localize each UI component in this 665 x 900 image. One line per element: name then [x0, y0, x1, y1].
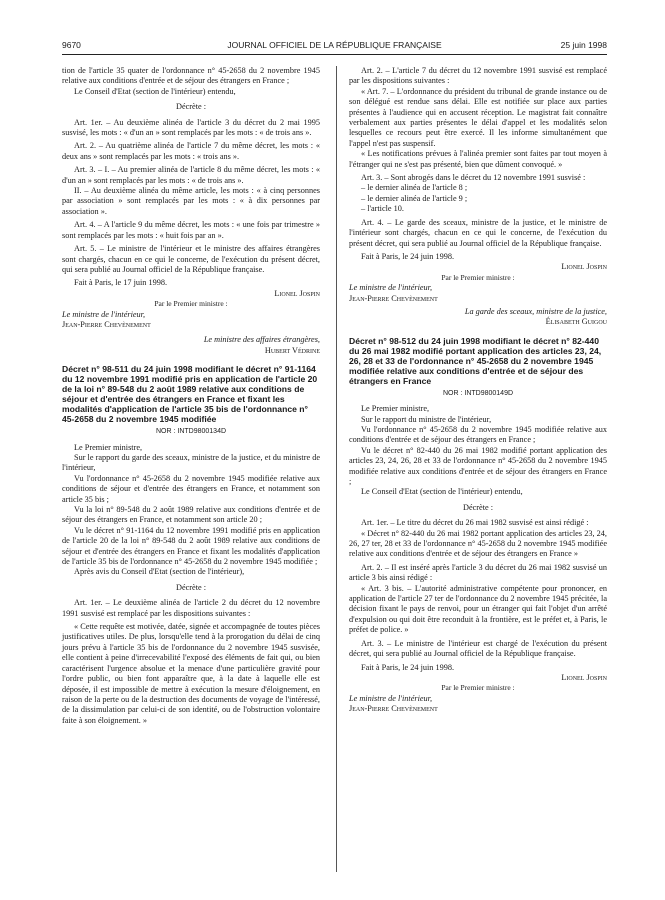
vu-ordonnance: Vu l'ordonnance n° 45-2658 du 2 novembre 1945 modifiée relative aux conditions de séjour et d'entrée des étrangers en France, et notamment son article 35 bis ; — [62, 473, 320, 504]
r-minister-interior-name-2: Jean-Pierre Chevènement — [349, 704, 438, 714]
minister-interior-title: Le ministre de l'intérieur, — [62, 309, 146, 319]
r-decret-3-article-1: Art. 1er. – Le titre du décret du 26 mai 1982 susvisé est ainsi rédigé : — [361, 518, 589, 528]
article-3-ii: II. – Au deuxième alinéa du même article, les mots : « à cinq personnes par association » sont remplacés par les mots : « à dix personnes par association ». — [62, 186, 320, 216]
r-fait-a-paris-2: Fait à Paris, le 24 juin 1998. — [361, 662, 455, 672]
r-minister-interior-title-2: Le ministre de l'intérieur, — [349, 693, 433, 703]
r-art7-para2: « Les notifications prévues à l'alinéa premier sont faites par tout moyen à l'étranger qui ne s'est pas présenté, bien que dûment convoqué. » — [349, 149, 607, 169]
r-garde-sceaux-name: Élisabeth Guigou — [545, 317, 607, 327]
r-minister-interior-title: Le ministre de l'intérieur, — [349, 283, 433, 293]
r-conseil-entendu: Le Conseil d'Etat (section de l'intérieur) entendu, — [361, 487, 523, 497]
r-list-item-1: – le dernier alinéa de l'article 8 ; — [361, 183, 468, 193]
r-vu-ordonnance: Vu l'ordonnance n° 45-2658 du 2 novembre 1945 modifiée relative aux conditions d'entrée et de séjour des étrangers en France ; — [349, 424, 607, 445]
premier-ministre: Le Premier ministre, — [74, 442, 143, 452]
r-signature-pm-2: Lionel Jospin — [561, 672, 607, 682]
vu-loi: Vu la loi n° 89-548 du 2 août 1989 relative aux conditions d'entrée et de séjour des étrangers en France, et notamment son article 20 ; — [62, 505, 320, 525]
article-3-i: Art. 3. – I. – Au premier alinéa de l'article 8 du même décret, les mots : « d'un an » sont remplacés par les mots : « de trois ans ». — [62, 165, 320, 185]
vu-decret: Vu le décret n° 91-1164 du 12 novembre 1991 modifié pris en application de l'article 20 de la loi n° 89-548 du 2 août 1989 relative aux conditions de séjour et d'entrée des étrangers en France et fixant les modalités d'application de l'article 35 bis de l'ordonnance n° 45-2658 du 2 novembre 1945 modifiée ; — [62, 525, 320, 567]
page-header — [62, 40, 607, 54]
minister-ae-title: Le ministre des affaires étrangères, — [203, 335, 320, 345]
article-4: Art. 4. – A l'article 9 du même décret, les mots : « une fois par trimestre » sont remplacés par les mots : « huit fois par an ». — [62, 220, 320, 240]
article-2: Art. 2. – Au quatrième alinéa de l'article 7 du même décret, les mots : « deux ans » sont remplacés par les mots : « trois ans ». — [62, 141, 320, 161]
r-list-item-2: – le dernier alinéa de l'article 9 ; — [361, 193, 468, 203]
fait-a-paris: Fait à Paris, le 17 juin 1998. — [74, 278, 168, 288]
r-decret-3-title-quote: « Décret n° 82-440 du 26 mai 1982 portant application des articles 23, 24, 26, 27 ter, 28 et 33 de l'ordonnance n° 45-2658 du 2 novembre 1945 modifiée relative aux conditions d'entrée et de séjour des étrangers en France » — [349, 528, 607, 559]
decret-98-512-title: Décret n° 98-512 du 24 juin 1998 modifiant le décret n° 82-440 du 26 mai 1982 modifié portant application des articles 23, 24, 26, 28 et 33 de l'ordonnance n° 45-2658 du 2 novembre 1945 modifiée relative aux conditions d'entrée et de séjour des étrangers en France — [349, 335, 602, 386]
r-premier-ministre: Le Premier ministre, — [361, 404, 430, 414]
decret-2-quote: « Cette requête est motivée, datée, signée et accompagnée de toutes pièces justificatives utiles. De plus, lorsqu'elle tend à la prorogation du délai de cinq jours prévu à l'article 35 bis de l'ordonnance du 2 novembre 1945 susvisée, elle contient à peine d'irrecevabilité l'exposé des éléments de fait qui, ou bien caractérisent l'urgence absolue et la menace d'une particulière gravité pour l'ordre public, ou bien font apparaître que, à la date à laquelle elle est déposée, il est impossible de mettre à exécution la mesure d'éloignement, en raison de la perte ou de la destruction des documents de voyage de l'intéressé, de la dissimulation par celui-ci de son identité, ou de l'obstruction volontaire faite à son éloignement. » — [62, 622, 320, 725]
r-garde-sceaux-title: La garde des sceaux, ministre de la justice, — [464, 306, 607, 316]
decret-2-article-1: Art. 1er. – Le deuxième alinéa de l'article 2 du décret du 12 novembre 1991 susvisé est remplacé par les dispositions suivantes : — [62, 598, 320, 618]
decret-98-511-nor: NOR : INTD9800134D — [155, 428, 227, 436]
r-list-item-3: – l'article 10. — [361, 204, 404, 214]
r-fait-a-paris: Fait à Paris, le 24 juin 1998. — [361, 251, 455, 261]
sur-rapport: Sur le rapport du garde des sceaux, ministre de la justice, et du ministre de l'intérieur, — [62, 452, 320, 473]
journal-title: JOURNAL OFFICIEL DE LA RÉPUBLIQUE FRANÇAISE — [227, 40, 442, 50]
r-article-4: Art. 4. – Le garde des sceaux, ministre de la justice, et le ministre de l'intérieur sont chargés, chacun en ce qui le concerne, de l'exécution du présent décret, qui sera publié au Journal officiel de la République française. — [349, 217, 607, 248]
r-sur-rapport: Sur le rapport du ministre de l'intérieur, — [361, 414, 492, 424]
signature-pm: Lionel Jospin — [274, 288, 320, 298]
column-divider — [336, 66, 337, 872]
r-par-premier-ministre-2: Par le Premier ministre : — [441, 683, 515, 693]
r-minister-interior-name: Jean-Pierre Chevènement — [349, 293, 438, 303]
header-rule — [62, 54, 607, 55]
r-par-premier-ministre: Par le Premier ministre : — [441, 272, 515, 282]
r-article-3-bis: « Art. 3 bis. – L'autorité administrative compétente pour prononcer, en application de l'article 27 ter de l'ordonnance du 2 novembre 1945 précitée, la décision fixant le pays de renvoi, pour un étranger qui fait l'objet d'un arrêté d'expulsion ou qui doit être reconduit à la frontière, est le préfet et, à Paris, le préfet de police. » — [349, 583, 607, 635]
decrete-heading-2: Décrète : — [176, 582, 206, 592]
decret-98-511-title: Décret n° 98-511 du 24 juin 1998 modifiant le décret n° 91-1164 du 12 novembre 1991 modifié pris en application de l'article 20 de la loi n° 89-548 du 2 août 1989 relative aux conditions de séjour et d'entrée des étrangers en France et fixant les modalités d'application de l'article 35 bis de l'ordonnance n° 45-2658 du 2 novembre 1945 modifiée — [62, 364, 318, 425]
decrete-heading: Décrète : — [176, 102, 206, 112]
r-article-3: Art. 3. – Sont abrogés dans le décret du 12 novembre 1991 susvisé : — [361, 173, 586, 183]
apres-avis: Après avis du Conseil d'Etat (section de l'intérieur), — [74, 567, 245, 577]
intro-text: tion de l'article 35 quater de l'ordonnance n° 45-2658 du 2 novembre 1945 relative aux conditions d'entrée et de séjour des étrangers en France ; — [62, 66, 320, 86]
minister-interior-name: Jean-Pierre Chevènement — [62, 319, 151, 329]
minister-ae-name: Hubert Védrine — [264, 345, 320, 355]
article-1: Art. 1er. – Au deuxième alinéa de l'article 3 du décret du 2 mai 1995 susvisé, les mots : « d'un an » sont remplacés par les mots : « de trois ans ». — [62, 117, 320, 138]
r-decret-3-article-2: Art. 2. – Il est inséré après l'article 3 du décret du 26 mai 1982 susvisé un article 3 bis ainsi rédigé : — [349, 562, 607, 583]
r-decrete-heading: Décrète : — [463, 502, 493, 512]
article-5: Art. 5. – Le ministre de l'intérieur et le ministre des affaires étrangères sont chargés, chacun en ce qui le concerne, de l'exécution du présent décret, qui sera publié au Journal officiel de la République française. — [62, 244, 320, 274]
r-article-2: Art. 2. – L'article 7 du décret du 12 novembre 1991 susvisé est remplacé par les dispositions suivantes : — [349, 66, 607, 86]
r-vu-decret: Vu le décret n° 82-440 du 26 mai 1982 modifié portant application des articles 23, 24, 26, 28 et 33 de l'ordonnance n° 45-2658 du 2 novembre 1945 modifiée relative aux conditions d'entrée et de séjour des étrangers en France ; — [349, 445, 607, 486]
right-column — [349, 66, 607, 715]
conseil-entendu: Le Conseil d'Etat (section de l'intérieur) entendu, — [74, 86, 236, 96]
left-column — [62, 66, 320, 726]
issue-date: 25 juin 1998 — [560, 40, 607, 50]
r-art7-para1: « Art. 7. – L'ordonnance du président du tribunal de grande instance ou de son délégué est rendue sans délai. Elle est notifiée sur place aux parties présentes à l'audience qui en accusent réception. Le magistrat fait connaître verbalement aux parties présentes le délai d'appel et les modalités selon lesquelles ce recours peut être exercé. Il les informe simultanément que l'appel n'est pas suspensif. — [349, 86, 607, 148]
page-number: 9670 — [62, 40, 81, 50]
par-premier-ministre: Par le Premier ministre : — [154, 299, 228, 309]
r-signature-pm: Lionel Jospin — [561, 262, 607, 272]
r-decret-3-article-3: Art. 3. – Le ministre de l'intérieur est chargé de l'exécution du présent décret, qui sera publié au Journal officiel de la République française. — [349, 638, 607, 659]
decret-98-512-nor: NOR : INTD9800149D — [442, 389, 514, 397]
